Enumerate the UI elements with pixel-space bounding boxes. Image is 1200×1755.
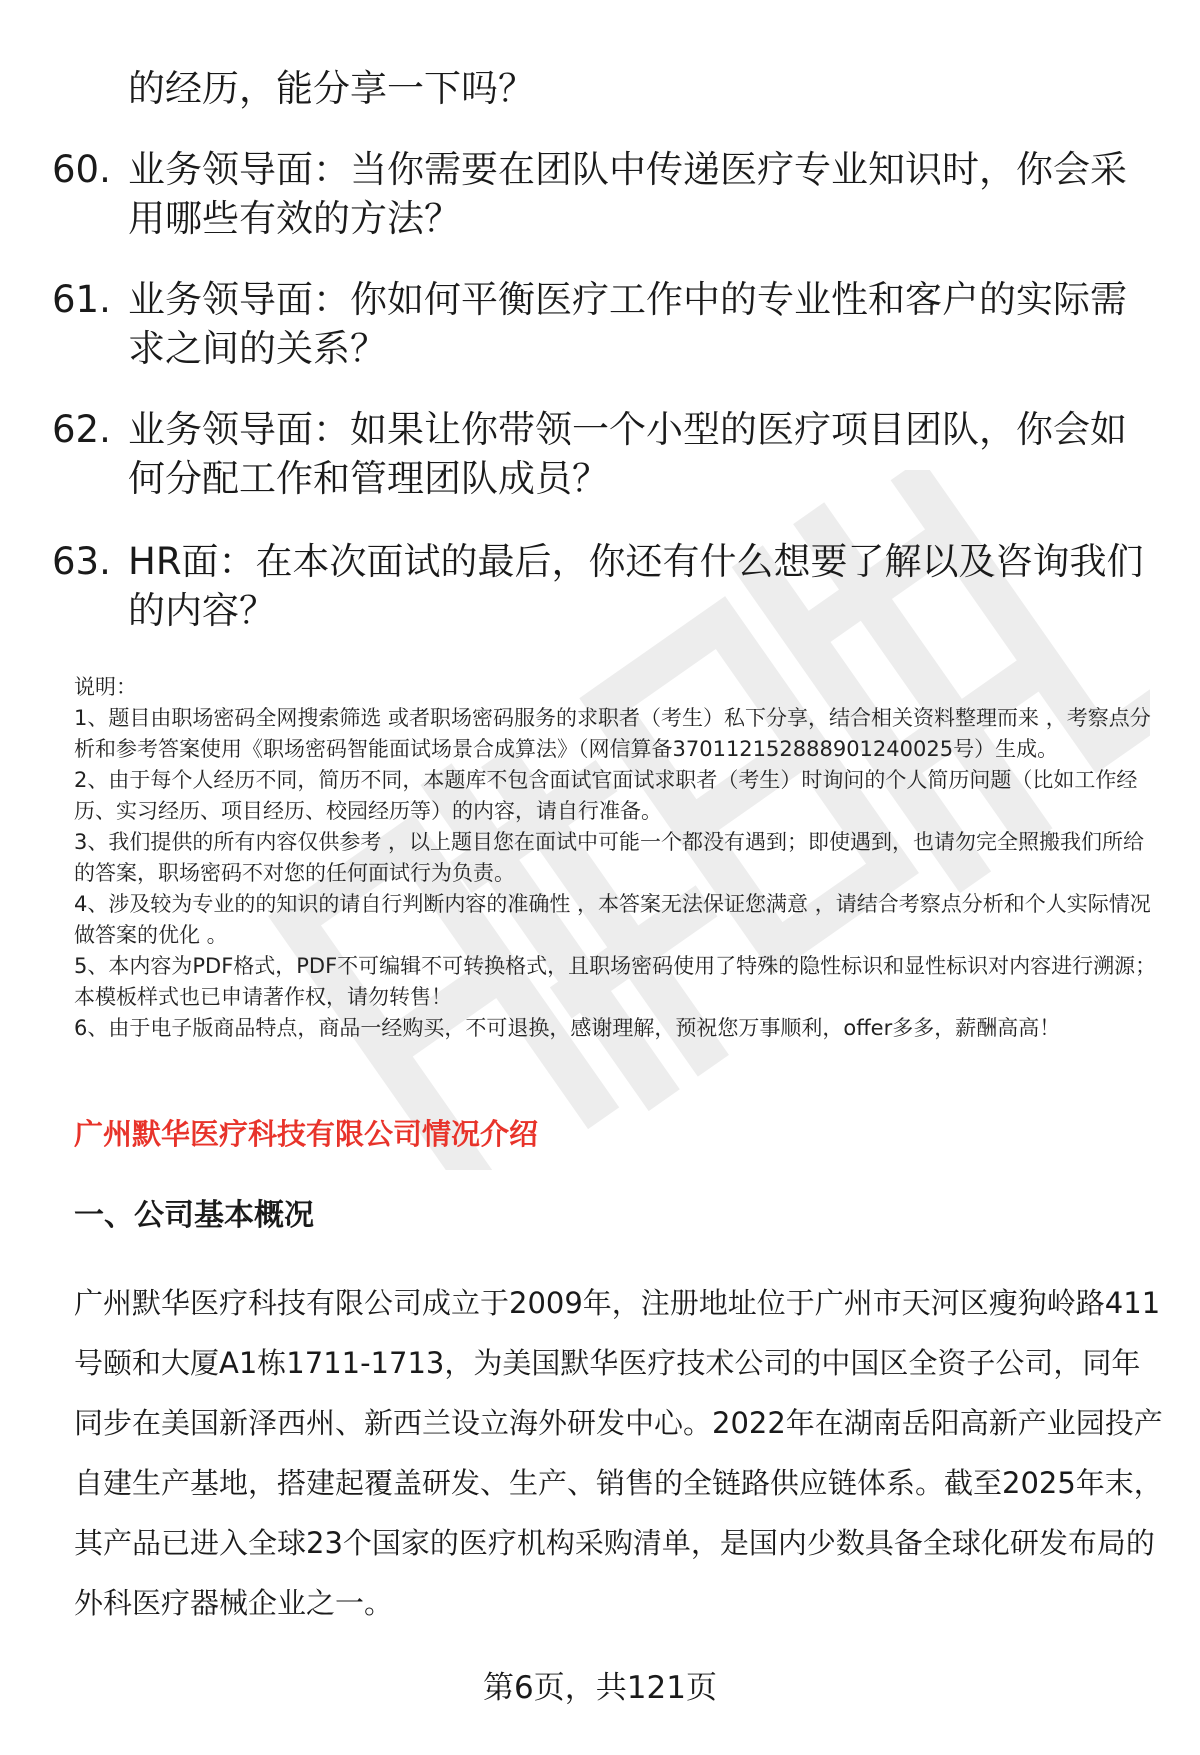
question-number: 63.	[52, 540, 111, 583]
question-text: 业务领导面：当你需要在团队中传递医疗专业知识时，你会采用哪些有效的方法？	[128, 148, 1127, 240]
company-title: 广州默华医疗科技有限公司情况介绍	[74, 1117, 539, 1151]
question-text: 的经历，能分享一下吗？	[128, 67, 535, 110]
page-number-footer: 第6页，共121页	[483, 1670, 717, 1706]
question-text: 业务领导面：你如何平衡医疗工作中的专业性和客户的实际需求之间的关系？	[128, 278, 1127, 370]
note-item-3: 3、我们提供的所有内容仅供参考 ，以上题目您在面试中可能一个都没有遇到；即使遇到，也请勿完全照搬我们所给的答案，职场密码不对您的任何面试行为负责。	[74, 830, 1145, 885]
notes-section	[74, 672, 1164, 1044]
notes-heading: 说明：	[74, 675, 137, 699]
note-item-2: 2、由于每个人经历不同，简历不同，本题库不包含面试官面试求职者（考生）时询问的个人简历问题（比如工作经历、实习经历、项目经历、校园经历等）的内容，请自行准备。	[74, 768, 1138, 823]
note-item-4: 4、涉及较为专业的的知识的请自行判断内容的准确性 ，本答案无法保证您满意 ，请结合考察点分析和个人实际情况做答案的优化 。	[74, 892, 1151, 947]
note-item-5: 5、本内容为PDF格式，PDF不可编辑不可转换格式，且职场密码使用了特殊的隐性标识和显性标识对内容进行溯源；本模板样式也已申请著作权，请勿转售！	[74, 954, 1157, 1009]
question-number: 61.	[52, 278, 111, 321]
question-number: 62.	[52, 408, 111, 451]
note-item-6: 6、由于电子版商品特点，商品一经购买，不可退换，感谢理解，预祝您万事顺利，offer多多，薪酬高高！	[74, 1016, 1061, 1040]
question-text: HR面：在本次面试的最后，你还有什么想要了解以及咨询我们的内容？	[128, 540, 1144, 632]
question-number: 60.	[52, 148, 111, 191]
section-heading: 一、公司基本概况	[74, 1198, 314, 1233]
note-item-1: 1、题目由职场密码全网搜索筛选 或者职场密码服务的求职者（考生）私下分享，结合相关资料整理而来 ，考察点分析和参考答案使用《职场密码智能面试场景合成算法》（网信算备370112152888901240025号）生成。	[74, 706, 1151, 761]
question-text: 业务领导面：如果让你带领一个小型的医疗项目团队，你会如何分配工作和管理团队成员？	[128, 408, 1127, 500]
company-overview-paragraph: 广州默华医疗科技有限公司成立于2009年，注册地址位于广州市天河区瘦狗岭路411号颐和大厦A1栋1711-1713，为美国默华医疗技术公司的中国区全资子公司，同年同步在美国新泽西州、新西兰设立海外研发中心。2022年在湖南岳阳高新产业园投产自建生产基地，搭建起覆盖研发、生产、销售的全链路供应链体系。截至2025年末，其产品已进入全球23个国家的医疗机构采购清单，是国内少数具备全球化研发布局的外科医疗器械企业之一。	[74, 1286, 1163, 1620]
